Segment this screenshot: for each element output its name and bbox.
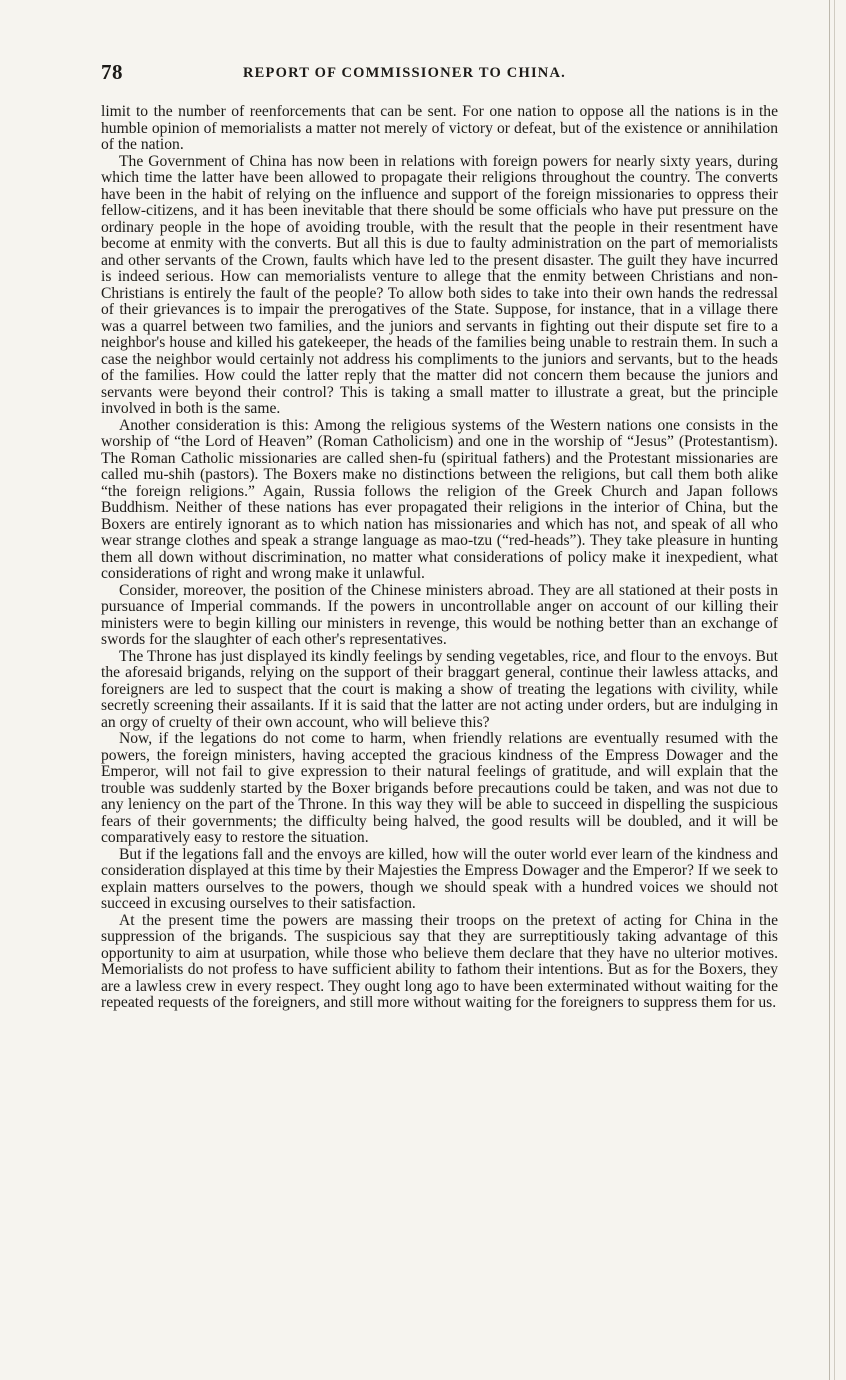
body-text [101,104,778,1012]
paragraph: Now, if the legations do not come to harm, when friendly relations are eventually resumed with the powers, the foreign ministers, having accepted the gracious kindness of the Empress Dowager and the Emperor, will not fail to give expression to their natural feelings of gratitude, and will explain that the trouble was suddenly started by the Boxer brigands before precautions could be taken, and was not due to any leniency on the part of the Throne. In this way they will be able to succeed in dispelling the suspicious fears of their governments; the difficulty being halved, the good results will be doubled, and it will be comparatively easy to restore the situation. [101,730,778,846]
page-edge-line [834,0,835,1380]
running-title: REPORT OF COMMISSIONER TO CHINA. [243,65,566,81]
paragraph: At the present time the powers are massing their troops on the pretext of acting for China in the suppression of the brigands. The suspicious say that they are surreptitiously taking advantage of this opportunity to aim at usurpation, while those who believe them declare that they have no ulterior motives. Memorialists do not profess to have sufficient ability to fathom their intentions. But as for the Boxers, they are a lawless crew in every respect. They ought long ago to have been exterminated without waiting for the repeated requests of the foreigners, and still more without waiting for the foreigners to suppress them for us. [101,911,778,1011]
paragraph: Consider, moreover, the position of the Chinese ministers abroad. They are all stationed at their posts in pursuance of Imperial commands. If the powers in uncontrollable anger on account of our killing their ministers were to begin killing our ministers in revenge, this would be nothing better than an exchange of swords for the slaughter of each other's representatives. [101,581,778,648]
page-number: 78 [101,60,123,84]
document-page [101,60,778,1012]
paragraph: Another consideration is this: Among the religious systems of the Western nations one consists in the worship of “the Lord of Heaven” (Roman Catholicism) and one in the worship of “Jesus” (Protestantism). The Roman Catholic missionaries are called shen-fu (spiritual fathers) and the Protestant missionaries are called mu-shih (pastors). The Boxers make no distinctions between the religions, but call them both alike “the foreign religions.” Again, Russia follows the religion of the Greek Church and Japan follows Buddhism. Neither of these nations has ever propagated their religions in the interior of China, but the Boxers are entirely ignorant as to which nation has missionaries and which has not, and speak of all who wear strange clothes and speak a strange language as mao-tzu (“red-heads”). They take pleasure in hunting them all down without discrimination, no matter what considerations of policy make it inexpedient, what considerations of right and wrong make it unlawful. [101,416,778,582]
page-edge-line [829,0,830,1380]
paragraph: limit to the number of reenforcements that can be sent. For one nation to oppose all the nations is in the humble opinion of memorialists a matter not merely of victory or defeat, but of the existence or annihilation of the nation. [101,103,778,153]
paragraph: The Throne has just displayed its kindly feelings by sending vegetables, rice, and flour to the envoys. But the aforesaid brigands, relying on the support of their braggart general, continue their lawless attacks, and foreigners are led to suspect that the court is making a show of treating the legations with civility, while secretly screening their assailants. If it is said that the latter are not acting under orders, but are indulging in an orgy of cruelty of their own account, who will believe this? [101,647,778,731]
paragraph: But if the legations fall and the envoys are killed, how will the outer world ever learn of the kindness and consideration displayed at this time by their Majesties the Empress Dowager and the Emperor? If we seek to explain matters ourselves to the powers, though we should speak with a hundred voices we should not succeed in excusing ourselves to their satisfaction. [101,845,778,912]
page-header [101,60,778,94]
paragraph: The Government of China has now been in relations with foreign powers for nearly sixty years, during which time the latter have been allowed to propagate their religions throughout the country. The converts have been in the habit of relying on the influence and support of the foreign missionaries to oppress their fellow-citizens, and it has been inevitable that there should be some officials who have put pressure on the ordinary people in the hope of avoiding trouble, with the result that the people in their resentment have become at enmity with the converts. But all this is due to faulty administration on the part of memorialists and other servants of the Crown, faults which have led to the present disaster. The guilt they have incurred is indeed serious. How can memorialists venture to allege that the enmity between Christians and non-Christians is entirely the fault of the people? To allow both sides to take into their own hands the redressal of their grievances is to impair the prerogatives of the State. Suppose, for instance, that in a village there was a quarrel between two families, and the juniors and servants in fighting out their dispute set fire to a neighbor's house and killed his gatekeeper, the heads of the families being unable to restrain them. In such a case the neighbor would certainly not address his compliments to the juniors and servants, but to the heads of the families. How could the latter reply that the matter did not concern them because the juniors and servants were beyond their control? This is taking a small matter to illustrate a great, but the principle involved in both is the same. [101,152,778,417]
